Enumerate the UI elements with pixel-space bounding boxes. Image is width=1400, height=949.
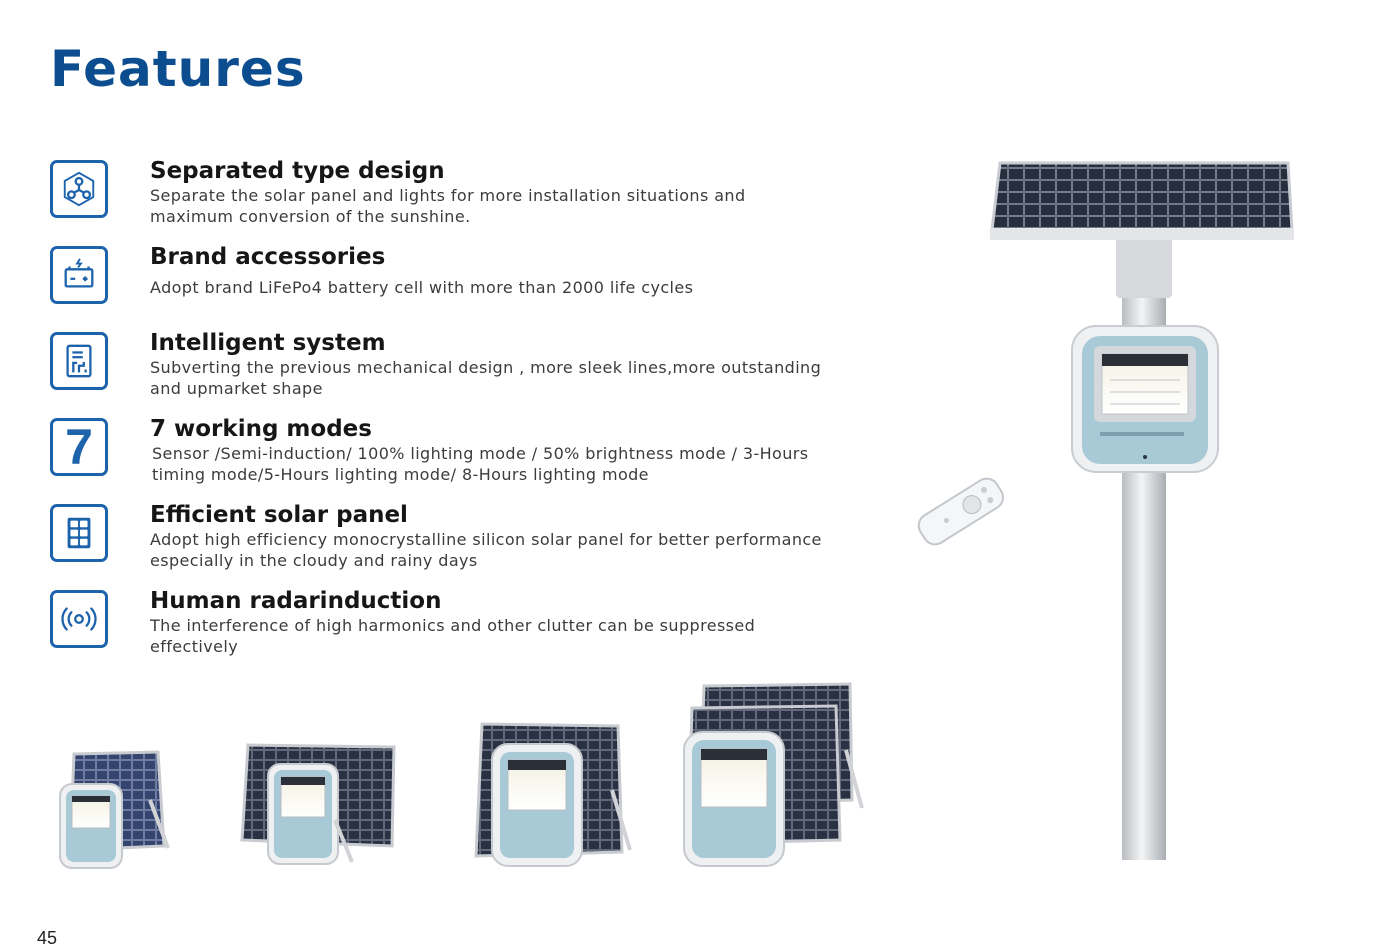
feature-description: Adopt brand LiFePo4 battery cell with more than 2000 life cycles bbox=[150, 278, 694, 297]
feature-efficient-solar-panel bbox=[48, 502, 848, 572]
battery-icon bbox=[50, 246, 108, 304]
circuit-board-icon bbox=[50, 332, 108, 390]
pole-bracket bbox=[1116, 238, 1172, 298]
street-light-illustration bbox=[914, 163, 1294, 860]
solar-panel bbox=[992, 163, 1292, 230]
page-number: 45 bbox=[37, 928, 58, 948]
flood-light-housing bbox=[1072, 326, 1218, 472]
feature-working-modes bbox=[48, 416, 848, 486]
page-title: Features bbox=[50, 40, 306, 98]
flood-light-model-2 bbox=[242, 745, 394, 864]
light-pole bbox=[1122, 240, 1166, 860]
feature-title: Human radarinduction bbox=[150, 588, 442, 614]
network-nodes-icon bbox=[50, 160, 108, 218]
feature-title: 7 working modes bbox=[150, 416, 372, 442]
feature-description: Separate the solar panel and lights for more installation situations and maximum conversion of the sunshine. bbox=[150, 186, 746, 226]
feature-description: The interference of high harmonics and other clutter can be suppressed effectively bbox=[150, 616, 756, 656]
feature-description: Adopt high efficiency monocrystalline silicon solar panel for better performance especially in the cloudy and rainy days bbox=[150, 530, 822, 570]
number-seven-glyph: 7 bbox=[65, 419, 93, 475]
flood-light-model-1 bbox=[60, 752, 168, 868]
feature-title: Efficient solar panel bbox=[150, 502, 408, 528]
number-seven-icon bbox=[50, 418, 108, 476]
feature-description: Subverting the previous mechanical design , more sleek lines,more outstanding and upmarket shape bbox=[150, 358, 822, 398]
feature-description: Sensor /Semi-induction/ 100% lighting mode / 50% brightness mode / 3-Hours timing mode/5-Hours lighting mode/ 8-Hours lighting mode bbox=[152, 444, 809, 484]
feature-human-radar bbox=[48, 588, 848, 658]
feature-separated-design bbox=[48, 158, 848, 228]
feature-intelligent-system bbox=[48, 330, 848, 400]
feature-title: Brand accessories bbox=[150, 244, 386, 270]
feature-title: Separated type design bbox=[150, 158, 445, 184]
flood-light-model-3 bbox=[476, 724, 630, 866]
flood-light-model-4 bbox=[684, 684, 862, 866]
solar-panel-icon bbox=[50, 504, 108, 562]
radar-signal-icon bbox=[50, 590, 108, 648]
solar-panel-frame bbox=[990, 228, 1294, 240]
remote-control-illustration bbox=[914, 474, 1007, 549]
feature-title: Intelligent system bbox=[150, 330, 386, 356]
feature-brand-accessories bbox=[48, 244, 848, 314]
